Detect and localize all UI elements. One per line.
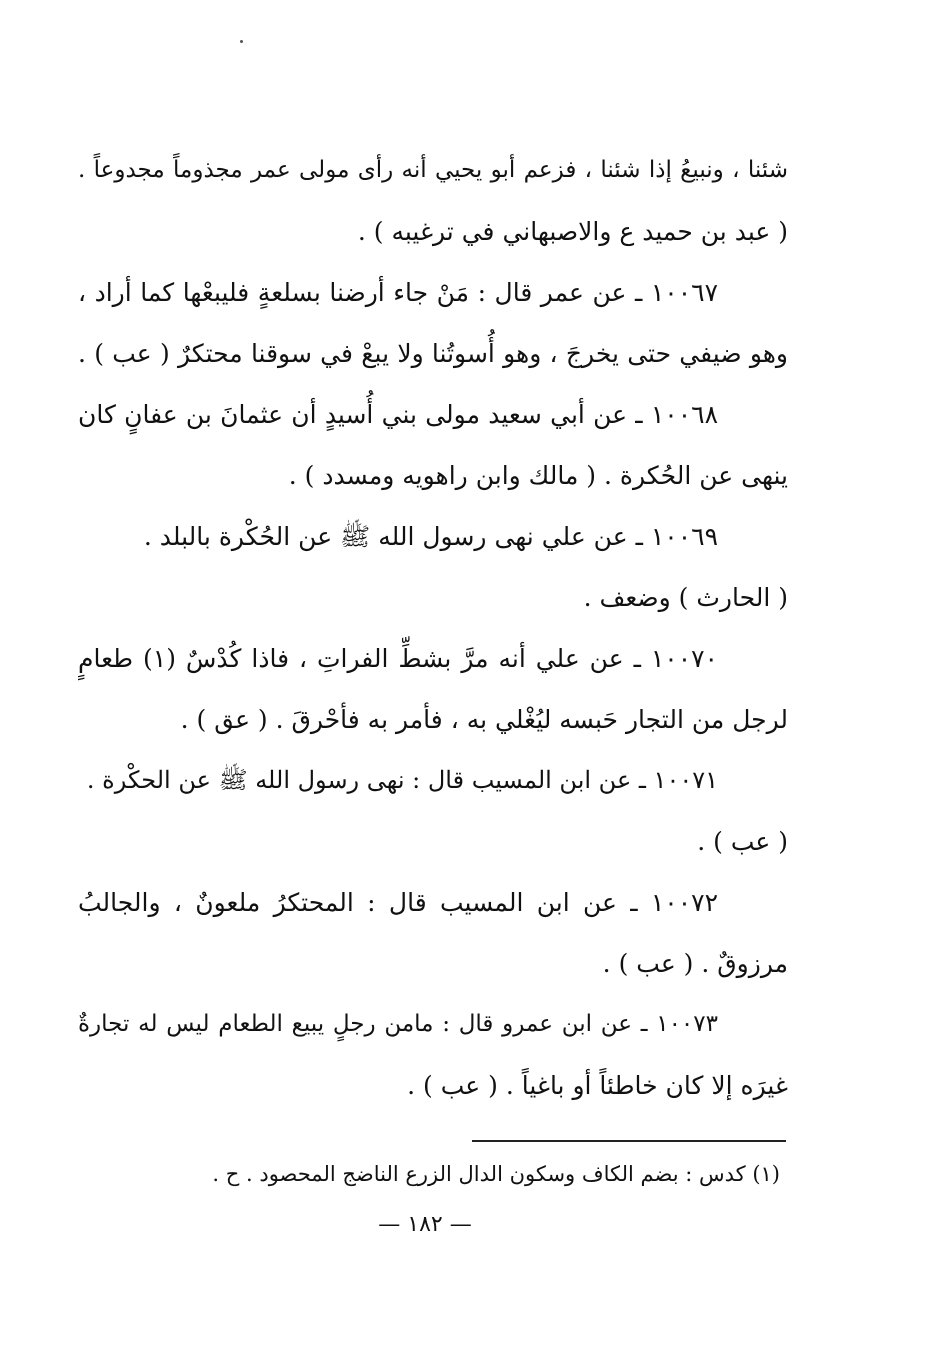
hadith-10070-start: ١٠٠٧٠ ـ عن علي أنه مرَّ بشطِّ الفراتِ ، فاذا كُدْسٌ (١) طعامٍ: [78, 644, 718, 673]
text-line: ( الحارث ) وضعف .: [583, 583, 788, 612]
scan-speck: [240, 40, 243, 43]
footnote-divider: [472, 1140, 786, 1142]
text-line: لرجل من التجار حَبسه ليُغْلي به ، فأمر به فأحْرقَ . ( عق ) .: [180, 705, 788, 734]
hadith-10073-start: ١٠٠٧٣ ـ عن ابن عمرو قال : مامن رجلٍ يبيع الطعام ليس له تجارةٌ: [78, 1011, 718, 1037]
text-line: ينهى عن الحُكرة . ( مالك وابن راهويه ومسدد ) .: [288, 461, 788, 490]
page-number: — ١٨٢ —: [378, 1212, 472, 1237]
hadith-10072-start: ١٠٠٧٢ ـ عن ابن المسيب قال : المحتكرُ ملعونٌ ، والجالبُ: [78, 888, 718, 917]
text-line: شئنا ، ونبيعُ إذا شئنا ، فزعم أبو يحيي أنه رأى مولى عمر مجذوماً مجدوعاً .: [78, 157, 788, 183]
hadith-10067-start: ١٠٠٦٧ ـ عن عمر قال : مَنْ جاء أرضنا بسلعةٍ فليبعْها كما أراد ،: [78, 278, 718, 307]
text-line: مرزوقٌ . ( عب ) .: [602, 949, 788, 978]
body-text: [78, 140, 788, 1116]
hadith-10069-start: ١٠٠٦٩ ـ عن علي نهى رسول الله ﷺ عن الحُكْرة بالبلد .: [143, 522, 718, 551]
hadith-10068-start: ١٠٠٦٨ ـ عن أبي سعيد مولى بني أُسيدٍ أن عثمانَ بن عفانٍ كان: [78, 400, 718, 429]
text-line: ( عب ) .: [697, 827, 788, 856]
text-line: وهو ضيفي حتى يخرجَ ، وهو أُسوتُنا ولا يبعْ في سوقنا محتكرٌ ( عب ) .: [78, 339, 788, 368]
text-line: غيرَه إلا كان خاطئاً أو باغياً . ( عب ) .: [407, 1071, 788, 1100]
text-line: ( عبد بن حميد ع والاصبهاني في ترغيبه ) .: [357, 217, 788, 246]
hadith-10071-start: ١٠٠٧١ ـ عن ابن المسيب قال : نهى رسول الله ﷺ عن الحكْرة .: [86, 766, 718, 794]
footnote: (١) كدس : بضم الكاف وسكون الدال الزرع الناضج المحصود . ح .: [212, 1162, 780, 1186]
